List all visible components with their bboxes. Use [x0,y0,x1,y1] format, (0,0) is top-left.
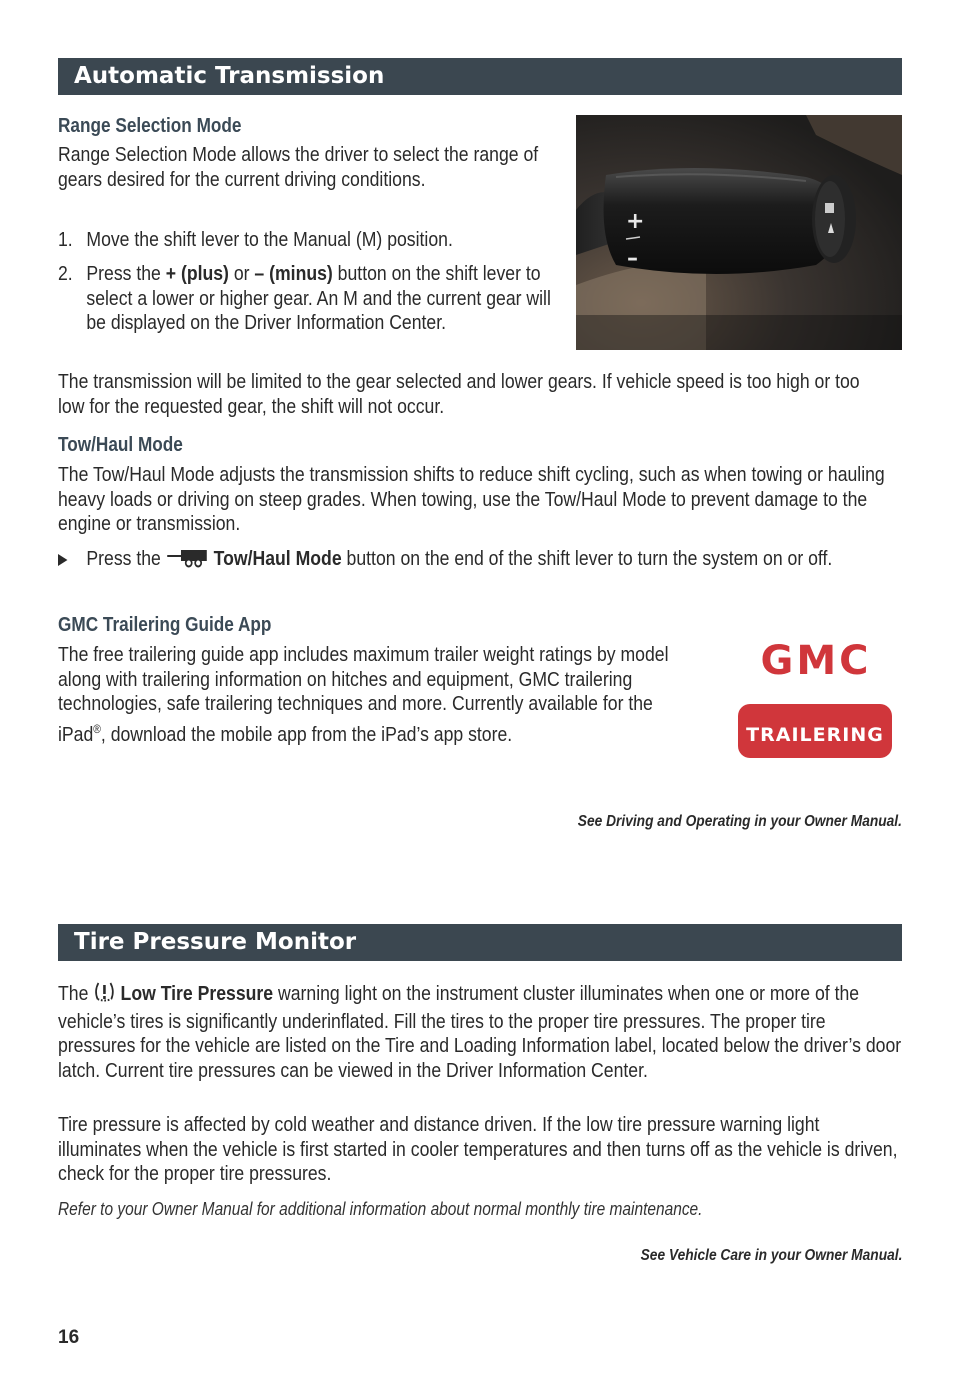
registered-mark: ® [93,721,101,736]
range-step-1 [58,228,548,253]
refer-note: Refer to your Owner Manual for additional information about normal monthly tire maintenance. [58,1199,703,1219]
svg-text:+: + [626,209,645,234]
section-title: Automatic Transmission [74,63,385,89]
low-tire-pressure-icon [93,981,115,1010]
tow-haul-body: The Tow/Haul Mode adjusts the transmission shifts to reduce shift cycling, such as when towing or hauling heavy loads or driving on steep grades. When towing, use the Tow/Haul Mode to prevent damage to the engine or transmission. [58,463,885,536]
section-banner-tire-pressure [58,924,902,961]
gmc-logo-text: GMC [760,638,872,684]
step-text: button on the shift lever to select a lower or higher gear. An M and the current gear will be displayed on the Driver Information Center. [86,262,551,335]
tow-haul-label: Tow/Haul Mode [213,547,342,570]
app-body-text: The free trailering guide app includes maximum trailer weight ratings by model along with trailering information on hitches and equipment, GMC trailering technologies, safe trailering techniques and more. Currently available for the iPad [58,643,669,746]
range-selection-heading: Range Selection Mode [58,115,242,137]
tow-haul-icon [166,550,209,575]
svg-text:–: – [627,246,638,271]
tire-pressure-paragraph-1 [58,981,905,1083]
gmc-trailering-logo [734,638,896,760]
tire-text: The [58,982,94,1005]
bullet-text: button on the end of the shift lever to turn the system on or off. [341,547,833,570]
tire-text: warning light on the instrument cluster illuminates when one or more of the vehicle’s tires is significantly underinflated. Fill the tires to the proper tire pressures. The proper tire pressures for the vehicle are listed on the Tire and Loading Information label, located below the driver’s door latch. Current tire pressures can be viewed in the Driver Information Center. [58,982,902,1082]
section-title: Tire Pressure Monitor [74,929,357,955]
step-number: 2. [58,262,73,285]
vehicle-care-note: See Vehicle Care in your Owner Manual. [640,1247,902,1264]
tow-haul-bullet [58,547,905,575]
range-step-2 [58,262,557,336]
step-text: Press the [86,262,166,285]
trailering-logo-text: TRAILERING [746,724,884,746]
app-body-text: , download the mobile app from the iPad’s app store. [100,722,513,746]
range-outro: The transmission will be limited to the gear selected and lower gears. If vehicle speed is too high or too low for the requested gear, the shift will not occur. [58,370,860,418]
bullet-text: Press the [86,547,166,570]
plus-label: + (plus) [165,262,229,285]
minus-label: – (minus) [254,262,333,285]
page-number: 16 [58,1327,80,1348]
shift-lever-photo [576,115,902,350]
driving-operating-note: See Driving and Operating in your Owner Manual. [577,813,902,830]
app-body [58,643,699,747]
tire-pressure-paragraph-2: Tire pressure is affected by cold weather and distance driven. If the low tire pressure warning light illuminates when the vehicle is first started in cooler temperatures and then turns off as the vehicle is driven, check for the proper tire pressures. [58,1113,898,1186]
shift-lever-illustration [576,115,902,350]
low-tire-pressure-label: Low Tire Pressure [120,982,274,1005]
range-selection-intro: Range Selection Mode allows the driver to select the range of gears desired for the current driving conditions. [58,143,539,191]
section-banner-automatic-transmission [58,58,902,95]
app-heading: GMC Trailering Guide App [58,614,272,636]
tow-haul-heading: Tow/Haul Mode [58,434,183,456]
step-text: or [228,262,255,285]
step-text: Move the shift lever to the Manual (M) position. [86,228,453,251]
bullet-arrow-icon [58,550,68,575]
step-number: 1. [58,228,73,251]
